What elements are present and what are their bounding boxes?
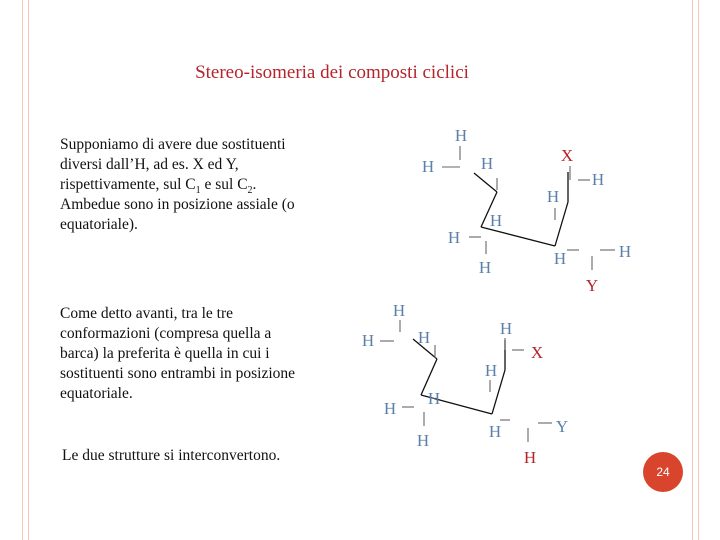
hydrogen-label: H [478, 258, 492, 277]
hydrogen-label: H [523, 448, 537, 467]
hydrogen-label: H [480, 154, 494, 173]
text-line: rispettivamente, sul C [60, 176, 196, 193]
text-line: e sul C [200, 176, 248, 193]
hydrogen-label: H [546, 187, 560, 206]
substituent-y-label: Y [555, 417, 569, 436]
substituent-y-label: Y [585, 276, 599, 295]
text-line: Supponiamo di avere due sostituenti [60, 136, 286, 153]
hydrogen-label: H [447, 228, 461, 247]
text-line: . [252, 176, 257, 193]
hydrogen-label: H [454, 126, 468, 145]
hydrogen-label: H [383, 399, 397, 418]
slide-title: Stereo-isomeria dei composti ciclici [195, 62, 469, 83]
text-line: sostituenti sono entrambi in posizione [60, 365, 296, 382]
hydrogen-label: H [489, 211, 503, 230]
text-line: diversi dall’H, ad es. X ed Y, [60, 156, 239, 173]
hydrogen-label: H [392, 301, 406, 320]
subscript: 1 [195, 185, 201, 197]
hydrogen-label: H [499, 319, 513, 338]
paragraph-interconvert: Le due strutture si interconvertono. [62, 447, 281, 464]
text-line: equatoriale). [60, 216, 138, 233]
hydrogen-label: H [416, 431, 430, 450]
hydrogen-label: H [618, 242, 632, 261]
hydrogen-label: H [361, 331, 375, 350]
substituent-x-label: X [530, 343, 544, 362]
hydrogen-label: H [488, 422, 502, 441]
text-line: equatoriale. [60, 385, 133, 402]
subscript: 2 [247, 185, 253, 197]
hydrogen-label: H [421, 157, 435, 176]
text-line: Come detto avanti, tra le tre [60, 305, 234, 322]
hydrogen-label: H [553, 249, 567, 268]
bond-stubs [380, 320, 552, 442]
page-number-badge: 24 [643, 452, 683, 492]
hydrogen-label: H [427, 389, 441, 408]
text-line: barca) la preferita è quella in cui i [60, 345, 270, 362]
hydrogen-label: H [484, 361, 498, 380]
text-line: conformazioni (compresa quella a [60, 325, 272, 342]
hydrogen-label: H [591, 170, 605, 189]
substituent-x-label: X [560, 146, 574, 165]
text-line: Ambedue sono in posizione assiale (o [60, 196, 295, 213]
hydrogen-label: H [417, 328, 431, 347]
